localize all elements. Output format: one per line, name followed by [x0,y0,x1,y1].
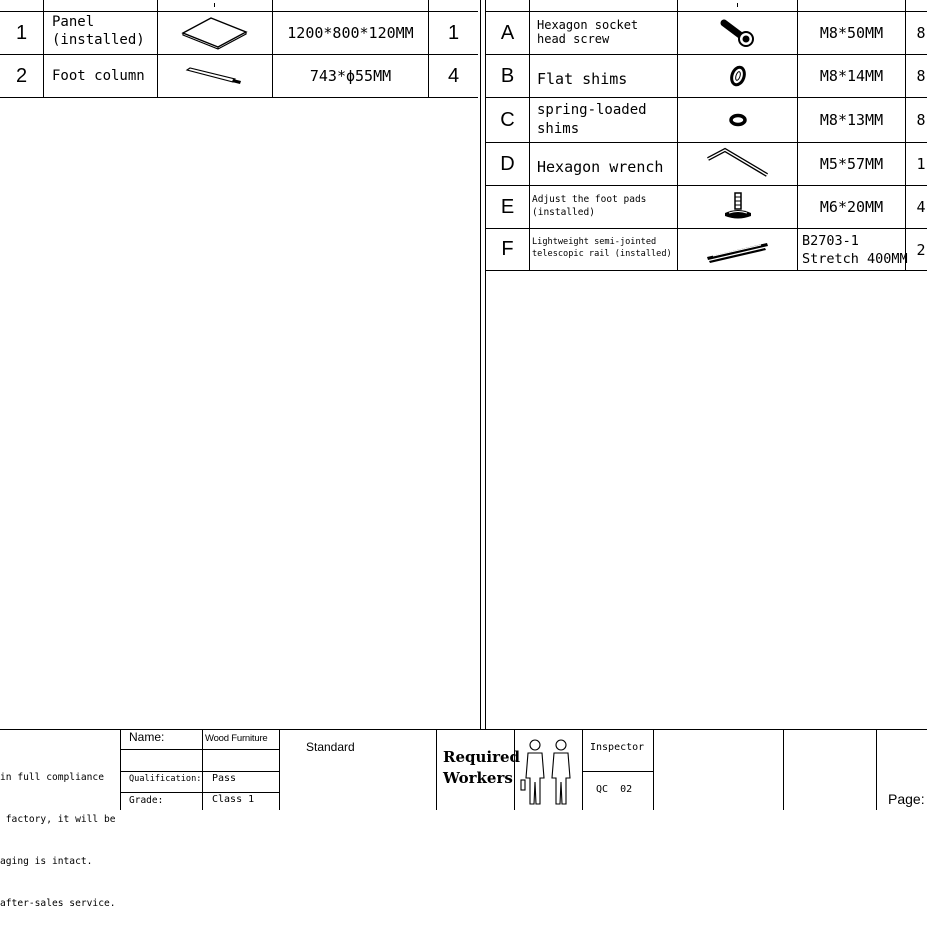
hardware-code: A [500,21,515,44]
part-qty: 4 [447,64,460,87]
standard-label: Standard [306,740,355,754]
part-name: Hexagon socket head screw [537,18,639,46]
table-row-number: 2 [15,64,28,87]
required-line: Required [443,748,521,766]
hardware-code: D [500,152,515,175]
spring-shim-icon [678,98,797,142]
part-name: Panel (installed) [52,14,145,48]
part-name: Lightweight semi-jointed telescopic rail (installed) [532,237,672,259]
part-spec: 743*ϕ55MM [309,67,392,85]
part-qty: 1 [916,155,926,173]
part-qty: 4 [916,198,926,216]
part-spec: M6*20MM [819,198,884,216]
name-label: Name: [129,730,165,744]
part-qty: 2 [916,240,926,259]
part-name: Flat shims [537,70,628,88]
compliance-note [0,743,118,939]
part-spec: B2703-1 Stretch 400MM [802,233,908,267]
hardware-code: E [500,195,515,218]
part-spec: M8*14MM [819,67,884,85]
part-spec: M5*57MM [819,155,884,173]
part-qty: 8 [916,111,926,129]
part-name: Foot column [52,68,145,84]
part-qty: 8 [916,67,926,85]
note-line: in full compliance [0,772,104,783]
required-workers-label [443,747,520,789]
hex-socket-screw-icon [678,12,797,54]
inspector-label: Inspector [590,742,645,753]
part-name: Hexagon wrench [537,158,664,176]
qualification-value: Pass [212,773,237,784]
part-spec: 1200*800*120MM [287,24,414,42]
note-line: after-sales service. [0,898,116,909]
qualification-label: Qualification: [129,774,202,784]
workers-line: Workers [443,769,513,787]
note-line: factory, it will be [0,814,116,825]
grade-value: Class 1 [212,794,255,805]
part-name: spring-loaded shims [537,102,647,137]
panel-icon [158,12,272,54]
hardware-code: C [500,108,515,131]
hardware-code: F [501,238,514,260]
table-row-number: 1 [15,21,28,44]
grade-label: Grade: [129,795,164,806]
part-spec: M8*50MM [819,24,884,42]
part-qty: 1 [447,21,460,44]
foot-column-icon [158,55,272,97]
part-qty: 8 [916,24,926,42]
flat-shim-icon [678,55,797,97]
telescopic-rail-icon [678,229,797,270]
inspector-value: QC 02 [596,784,633,795]
page-divider [480,0,481,730]
hex-wrench-icon [678,143,797,185]
hardware-code: B [500,64,515,87]
foot-pad-icon [678,186,797,228]
name-value: Wood Furniture [205,733,268,744]
part-spec: M8*13MM [819,111,884,129]
page-label: Page: [888,791,925,807]
part-name: Adjust the foot pads (installed) [532,194,647,218]
note-line: aging is intact. [0,856,93,867]
workers-icon [518,736,578,808]
